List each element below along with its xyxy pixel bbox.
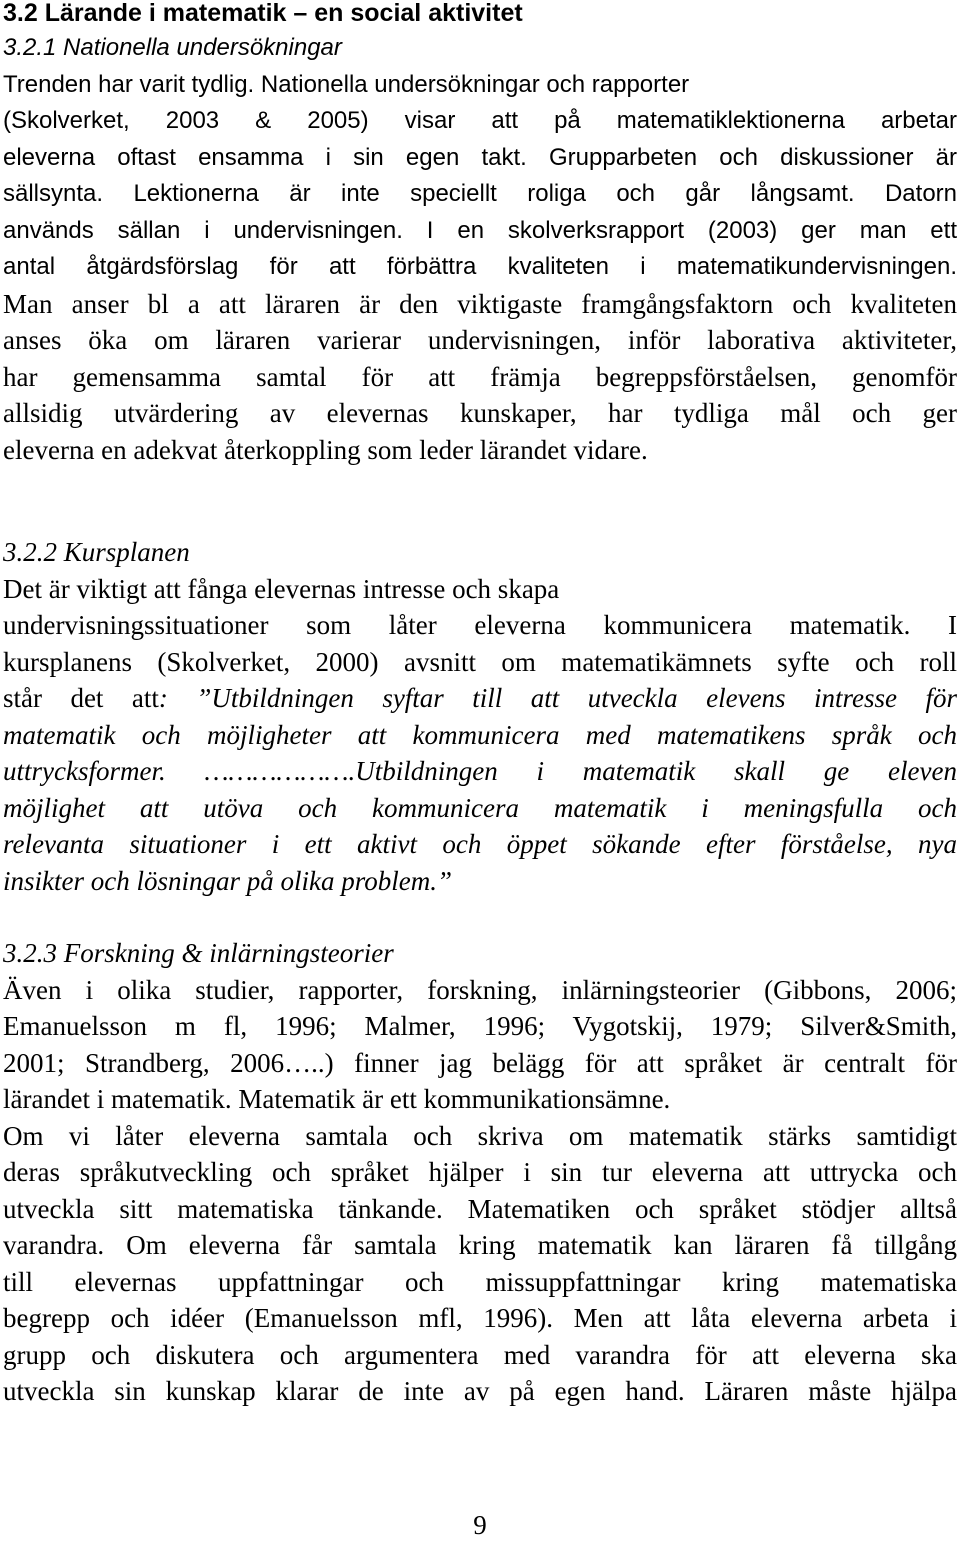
- paragraph-line: begrepp och idéer (Emanuelsson mfl, 1996). Men att låta eleverna arbeta i: [3, 1303, 957, 1333]
- subsection-national-surveys: [3, 30, 957, 468]
- plain-text: står det att: [3, 683, 159, 713]
- quote-line: uttrycksformer. ……………….Utbildningen i matematik skall ge eleven: [3, 756, 957, 786]
- paragraph-line: kursplanens (Skolverket, 2000) avsnitt om matematikämnets syfte och roll: [3, 646, 957, 677]
- paragraph-line: Trenden har varit tydlig. Nationella undersökningar och rapporter: [3, 70, 690, 98]
- paragraph-line: undervisningssituationer som låter eleverna kommunicera matematik. I: [3, 610, 957, 640]
- paragraph-line-mixed: [3, 680, 957, 717]
- paragraph-line: Även i olika studier, rapporter, forskning, inlärningsteorier (Gibbons, 2006;: [3, 974, 957, 1005]
- paragraph-line: Det är viktigt att fånga elevernas intresse och skapa: [3, 573, 560, 604]
- quote-line: möjlighet att utöva och kommunicera matematik i meningsfulla och: [3, 792, 957, 823]
- paragraph-line: varandra. Om eleverna får samtala kring matematik kan läraren få tillgång: [3, 1230, 957, 1260]
- quote-line: insikter och lösningar på olika problem.”: [3, 865, 452, 896]
- paragraph-line: eleverna oftast ensamma i sin egen takt. Grupparbeten och diskussioner är: [3, 143, 957, 171]
- paragraph-line: utveckla sin kunskap klarar de inte av på egen hand. Läraren måste hjälpa: [3, 1376, 957, 1406]
- paragraph-line: allsidig utvärdering av elevernas kunskaper, har tydliga mål och ger: [3, 398, 957, 428]
- paragraph-line: grupp och diskutera och argumentera med varandra för att eleverna ska: [3, 1339, 957, 1370]
- paragraph-line: antal åtgärdsförslag för att förbättra kvaliteten i matematikundervisningen.: [3, 253, 957, 280]
- subsection-curriculum: [3, 534, 957, 899]
- page-number: 9: [473, 1510, 487, 1540]
- paragraph-line: Man anser bl a att läraren är den viktigaste framgångsfaktorn och kvaliteten: [3, 288, 957, 319]
- subsection-heading: 3.2.2 Kursplanen: [3, 537, 190, 567]
- paragraph-line: deras språkutveckling och språket hjälper i sin tur eleverna att uttrycka och: [3, 1157, 957, 1187]
- paragraph-line: sällsynta. Lektionerna är inte speciellt roliga och går långsamt. Datorn: [3, 180, 957, 207]
- paragraph-line: eleverna en adekvat återkoppling som leder lärandet vidare.: [3, 434, 648, 465]
- paragraph-line: Om vi låter eleverna samtala och skriva om matematik stärks samtidigt: [3, 1120, 957, 1151]
- paragraph-line: 2001; Strandberg, 2006…..) finner jag belägg för att språket är centralt för: [3, 1047, 957, 1078]
- paragraph-line: har gemensamma samtal för att främja begreppsförståelsen, genomför: [3, 361, 957, 392]
- paragraph-line: anses öka om läraren varierar undervisningen, inför laborativa aktiviteter,: [3, 325, 957, 355]
- quote-text: : ”Utbildningen syftar till att utveckla elevens intresse för: [158, 683, 957, 713]
- subsection-heading: 3.2.1 Nationella undersökningar: [3, 34, 342, 61]
- quote-line: relevanta situationer i ett aktivt och öppet sökande efter förståelse, nya: [3, 829, 957, 859]
- paragraph-line: (Skolverket, 2003 & 2005) visar att på matematiklektionerna arbetar: [3, 107, 957, 134]
- subsection-heading: 3.2.3 Forskning & inlärningsteorier: [3, 938, 394, 968]
- paragraph-line: lärandet i matematik. Matematik är ett kommunikationsämne.: [3, 1084, 671, 1114]
- section-heading: 3.2 Lärande i matematik – en social aktivitet: [3, 0, 523, 27]
- paragraph-line: till elevernas uppfattningar och missuppfattningar kring matematiska: [3, 1266, 957, 1297]
- quote-line: matematik och möjligheter att kommunicera med matematikens språk och: [3, 719, 957, 750]
- paragraph-line: utveckla sitt matematiska tänkande. Matematiken och språket stödjer alltså: [3, 1193, 957, 1224]
- paragraph-line: används sällan i undervisningen. I en skolverksrapport (2003) ger man ett: [3, 216, 957, 244]
- subsection-research: [3, 935, 957, 1410]
- paragraph-line: Emanuelsson m fl, 1996; Malmer, 1996; Vygotskij, 1979; Silver&Smith,: [3, 1011, 957, 1041]
